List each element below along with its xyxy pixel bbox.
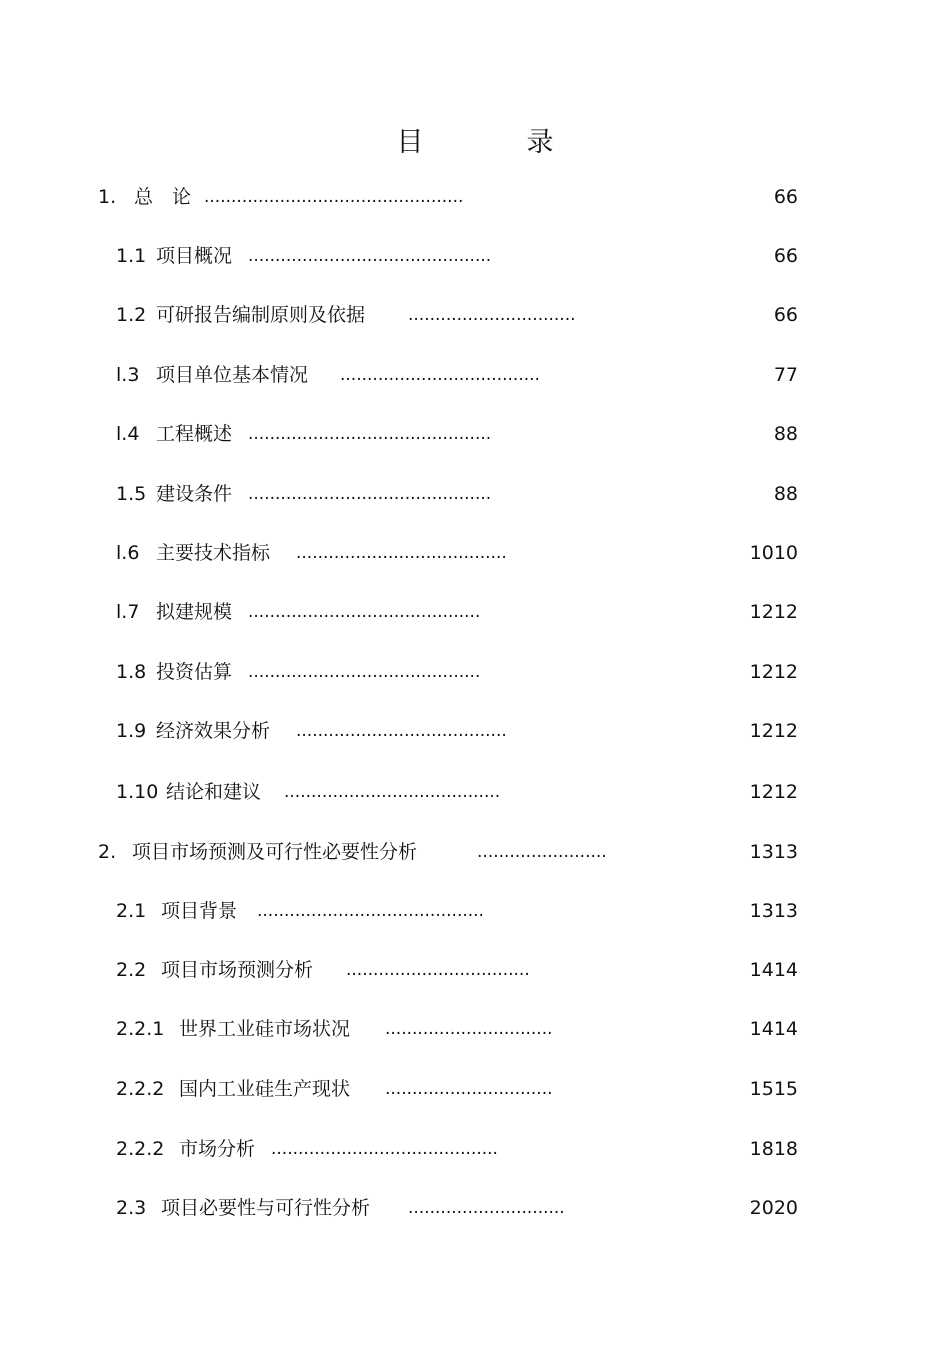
toc-entry-title: 拟建规模 (156, 601, 233, 623)
toc-entry-title: 项目市场预测分析 (161, 959, 314, 981)
toc-entry-leader: ....................................... (296, 543, 507, 563)
toc-entry-leader: .................................. (346, 960, 530, 980)
toc-entry-title: 投资估算 (156, 661, 233, 683)
toc-entry[interactable] (116, 779, 500, 805)
toc-entry-number: 1.8 (116, 661, 147, 683)
toc-entry-number: 2.3 (116, 1197, 147, 1219)
toc-entry-page: 1515 (749, 1078, 798, 1100)
page-title: 目 录 (396, 127, 592, 158)
toc-entry-page: 1313 (749, 841, 798, 863)
toc-entry-title: 世界工业硅市场状况 (179, 1018, 351, 1040)
toc-entry-leader: ....................................... (296, 721, 507, 741)
toc-entry-number: 2.2 (116, 959, 147, 981)
toc-entry-page: 1212 (749, 601, 798, 623)
toc-entry-number: l.3 (116, 364, 140, 386)
toc-entry-page: 1212 (749, 781, 798, 803)
toc-entry[interactable] (116, 302, 576, 328)
toc-entry-leader: ..................................... (340, 365, 540, 385)
toc-entry-leader: ........................ (477, 842, 607, 862)
toc-entry-number: 1. (98, 186, 117, 208)
toc-entry-page: 1818 (749, 1138, 798, 1160)
toc-entry-number: 1.2 (116, 304, 147, 326)
toc-entry[interactable] (116, 362, 540, 388)
toc-entry-leader: ............................... (408, 305, 576, 325)
toc-entry-title: 建设条件 (156, 483, 233, 505)
toc-entry[interactable] (116, 1195, 565, 1221)
toc-entry-title: 项目概况 (156, 245, 233, 267)
toc-entry-page: 1212 (749, 720, 798, 742)
toc-entry-page: 1010 (749, 542, 798, 564)
toc-entry-number: 2. (98, 841, 117, 863)
toc-entry-title: 结论和建议 (166, 781, 262, 803)
toc-entry-leader: ........................................... (248, 602, 481, 622)
toc-entry-leader: ............................................. (248, 246, 492, 266)
toc-entry-leader: ................................................ (204, 187, 464, 207)
toc-entry-title: 市场分析 (179, 1138, 256, 1160)
toc-entry-page: 88 (773, 423, 798, 445)
toc-entry[interactable] (116, 1076, 553, 1102)
toc-entry[interactable] (116, 898, 484, 924)
toc-entry-page: 66 (773, 245, 798, 267)
toc-entry-number: 1.9 (116, 720, 147, 742)
toc-entry-leader: ............................................. (248, 424, 492, 444)
toc-entry-title: 项目背景 (161, 900, 238, 922)
toc-entry-leader: ............................... (385, 1079, 553, 1099)
toc-entry-leader: ........................................ (284, 782, 501, 802)
toc-entry-page: 2020 (749, 1197, 798, 1219)
toc-entry-title: 项目必要性与可行性分析 (161, 1197, 371, 1219)
toc-entry-page: 66 (773, 304, 798, 326)
toc-entry-leader: .......................................... (271, 1139, 498, 1159)
toc-entry-page: 1414 (749, 959, 798, 981)
toc-entry-page: 1313 (749, 900, 798, 922)
toc-entry-title: 项目市场预测及可行性必要性分析 (132, 841, 418, 863)
toc-entry-number: 1.5 (116, 483, 147, 505)
toc-entry-leader: .......................................... (257, 901, 484, 921)
toc-entry[interactable] (116, 481, 491, 507)
toc-entry-page: 1414 (749, 1018, 798, 1040)
toc-entry[interactable] (116, 599, 480, 625)
toc-entry-page: 88 (773, 483, 798, 505)
toc-entry-title: 经济效果分析 (156, 720, 271, 742)
toc-entry-title: 可研报告编制原则及依据 (156, 304, 366, 326)
toc-entry-number: 2.2.2 (116, 1138, 165, 1160)
toc-entry-page: 77 (773, 364, 798, 386)
toc-entry[interactable] (116, 243, 491, 269)
toc-entry-page: 66 (773, 186, 798, 208)
toc-entry[interactable] (98, 839, 607, 865)
toc-entry[interactable] (98, 184, 463, 210)
toc-entry-number: l.4 (116, 423, 140, 445)
toc-entry[interactable] (116, 659, 480, 685)
toc-entry[interactable] (116, 718, 507, 744)
toc-entry-number: 2.1 (116, 900, 147, 922)
toc-entry-leader: ............................. (408, 1198, 565, 1218)
toc-entry-title: 国内工业硅生产现状 (179, 1078, 351, 1100)
toc-entry-title: 项目单位基本情况 (156, 364, 309, 386)
toc-entry[interactable] (116, 1016, 553, 1042)
toc-entry-number: 1.10 (116, 781, 159, 803)
toc-entry-leader: ........................................... (248, 662, 481, 682)
toc-entry-page: 1212 (749, 661, 798, 683)
toc-entry-title: 工程概述 (156, 423, 233, 445)
toc-entry-number: l.7 (116, 601, 140, 623)
toc-entry-title: 总 论 (134, 186, 192, 208)
toc-entry[interactable] (116, 1136, 498, 1162)
toc-entry-leader: ............................................. (248, 484, 492, 504)
toc-entry-number: l.6 (116, 542, 140, 564)
toc-entry-number: 1.1 (116, 245, 147, 267)
toc-entry-title: 主要技术指标 (156, 542, 271, 564)
toc-entry[interactable] (116, 421, 491, 447)
toc-entry-number: 2.2.2 (116, 1078, 165, 1100)
toc-entry[interactable] (116, 957, 530, 983)
toc-entry-number: 2.2.1 (116, 1018, 165, 1040)
toc-entry-leader: ............................... (385, 1019, 553, 1039)
toc-entry[interactable] (116, 540, 507, 566)
